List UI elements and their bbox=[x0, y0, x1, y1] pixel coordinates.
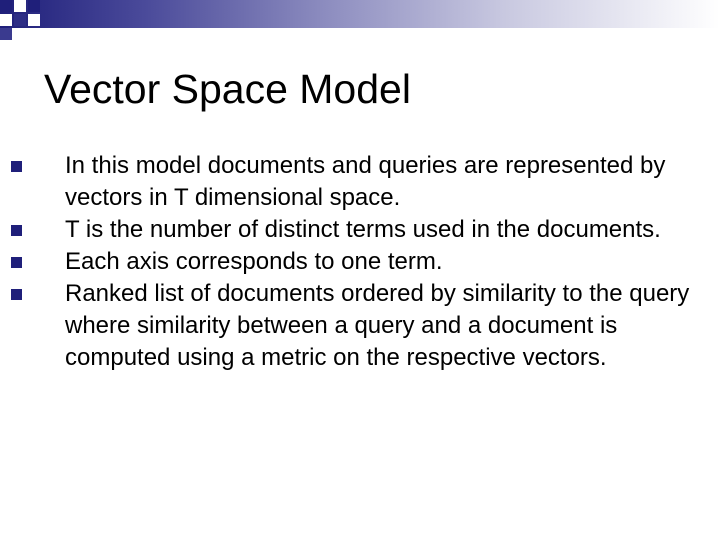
checker-square bbox=[14, 14, 26, 26]
corner-checker-pattern bbox=[0, 0, 56, 44]
checker-square bbox=[14, 28, 26, 40]
slide-title: Vector Space Model bbox=[44, 66, 411, 112]
square-bullet-icon bbox=[11, 225, 22, 236]
bullet-item bbox=[58, 150, 698, 214]
bullet-list bbox=[58, 150, 698, 374]
square-bullet-icon bbox=[11, 161, 22, 172]
checker-square bbox=[28, 0, 40, 12]
checker-square bbox=[0, 28, 12, 40]
checker-square bbox=[14, 0, 26, 12]
bullet-item bbox=[58, 246, 698, 278]
square-bullet-icon bbox=[11, 289, 22, 300]
bullet-item bbox=[58, 278, 698, 374]
bullet-text: T is the number of distinct terms used in the documents. bbox=[65, 216, 661, 243]
bullet-text: In this model documents and queries are represented by vectors in T dimensional space. bbox=[65, 152, 666, 211]
bullet-item bbox=[58, 214, 698, 246]
bullet-text: Each axis corresponds to one term. bbox=[65, 248, 443, 275]
square-bullet-icon bbox=[11, 257, 22, 268]
checker-square bbox=[0, 14, 12, 26]
checker-square bbox=[28, 14, 40, 26]
bullet-text: Ranked list of documents ordered by similarity to the query where similarity between a query and a document is computed using a metric on the respective vectors. bbox=[65, 280, 690, 371]
top-decorative-band bbox=[0, 0, 720, 28]
checker-square bbox=[0, 0, 12, 12]
